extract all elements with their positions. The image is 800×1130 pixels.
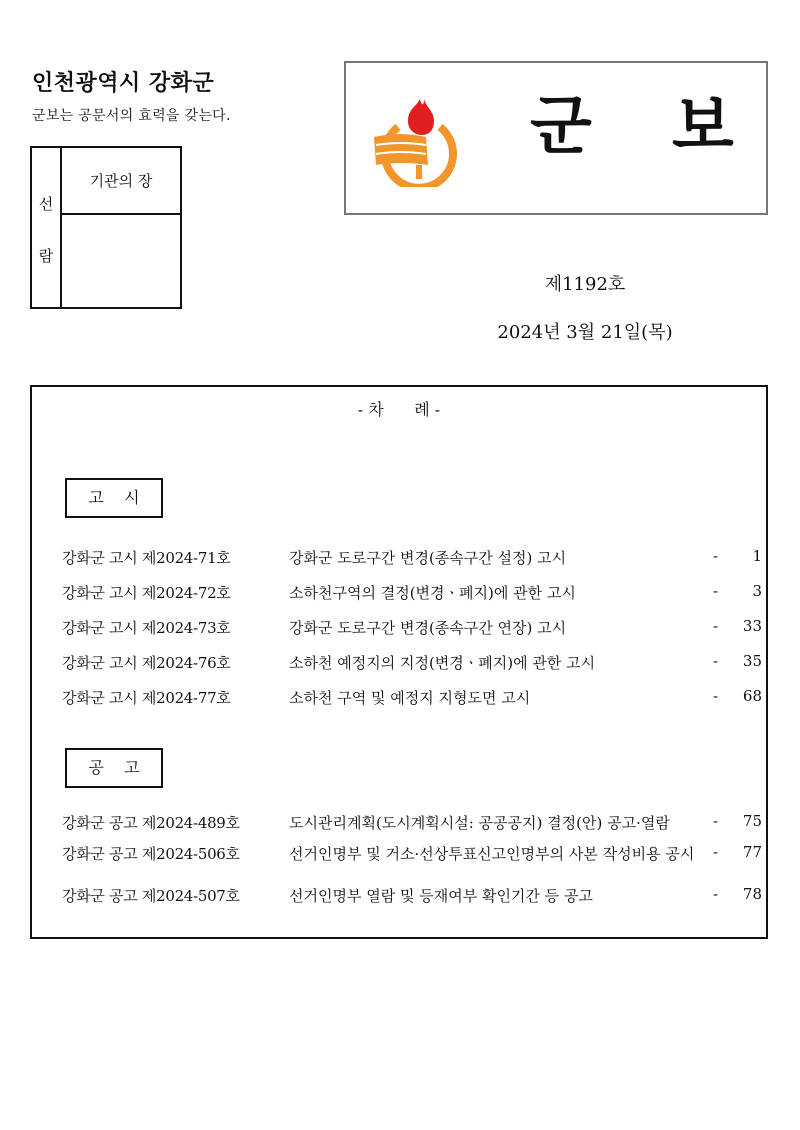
issue-number: 제1192호 (544, 274, 626, 295)
page-number: 75 (742, 812, 762, 830)
seonram-char: 선 (38, 195, 54, 213)
page-number: 77 (742, 843, 762, 861)
notice-number: 강화군 공고 제2024-489호 (62, 814, 240, 832)
toc-row[interactable] (62, 812, 762, 834)
table-of-contents (30, 385, 768, 939)
notice-number: 강화군 고시 제2024-73호 (62, 619, 231, 637)
toc-row[interactable] (62, 687, 762, 709)
section-label-gonggo: 공 고 (65, 748, 163, 788)
seonram-head-label: 기관의 장 (62, 148, 180, 215)
notice-number: 강화군 공고 제2024-507호 (62, 887, 240, 905)
notice-number: 강화군 고시 제2024-76호 (62, 654, 231, 672)
page-number: 3 (752, 582, 762, 600)
dash: - (713, 812, 719, 830)
notice-title[interactable]: 소하천 구역 및 예정지 지형도면 고시 (289, 689, 531, 707)
notice-title[interactable]: 선거인명부 열람 및 등재여부 확인기간 등 공고 (289, 887, 593, 905)
dash: - (713, 582, 719, 600)
toc-title: - 차 례 - (357, 400, 441, 419)
banner-title-char: 보 (672, 90, 734, 164)
toc-row[interactable] (62, 547, 762, 569)
page-number: 78 (742, 885, 762, 903)
banner-title-char: 군 (530, 90, 592, 164)
page-number: 33 (742, 617, 762, 635)
notice-number: 강화군 고시 제2024-71호 (62, 549, 231, 567)
gunbo-banner (344, 61, 768, 215)
dash: - (713, 885, 719, 903)
notice-title[interactable]: 강화군 도로구간 변경(종속구간 설정) 고시 (289, 549, 567, 567)
notice-title[interactable]: 선거인명부 및 거소·선상투표신고인명부의 사본 작성비용 공시 (289, 845, 695, 863)
toc-row[interactable] (62, 652, 762, 674)
dash: - (713, 687, 719, 705)
page-number: 35 (742, 652, 762, 670)
notice-number: 강화군 고시 제2024-72호 (62, 584, 231, 602)
section-label-gosi: 고 시 (65, 478, 163, 518)
notice-number: 강화군 고시 제2024-77호 (62, 689, 231, 707)
toc-row[interactable] (62, 617, 762, 639)
page-number: 1 (752, 547, 762, 565)
seonram-char: 람 (38, 247, 54, 265)
notice-title[interactable]: 강화군 도로구간 변경(종속구간 연장) 고시 (289, 619, 567, 637)
toc-row[interactable] (62, 582, 762, 604)
toc-row[interactable] (62, 843, 762, 865)
page-number: 68 (742, 687, 762, 705)
notice-number: 강화군 공고 제2024-506호 (62, 845, 240, 863)
dash: - (713, 843, 719, 861)
toc-row[interactable] (62, 885, 762, 907)
notice-title[interactable]: 소하천 예정지의 지정(변경ㆍ폐지)에 관한 고시 (289, 654, 596, 672)
issue-date: 2024년 3월 21일(목) (497, 322, 673, 343)
dash: - (713, 547, 719, 565)
notice-title[interactable]: 도시관리계획(도시계획시설: 공공공지) 결정(안) 공고·열람 (289, 814, 670, 832)
notice-title[interactable]: 소하천구역의 결정(변경ㆍ폐지)에 관한 고시 (289, 584, 576, 602)
ganghwa-emblem-icon (370, 91, 466, 187)
dash: - (713, 652, 719, 670)
org-subtitle: 군보는 공문서의 효력을 갖는다. (32, 108, 231, 124)
org-name: 인천광역시 강화군 (32, 71, 215, 96)
dash: - (713, 617, 719, 635)
